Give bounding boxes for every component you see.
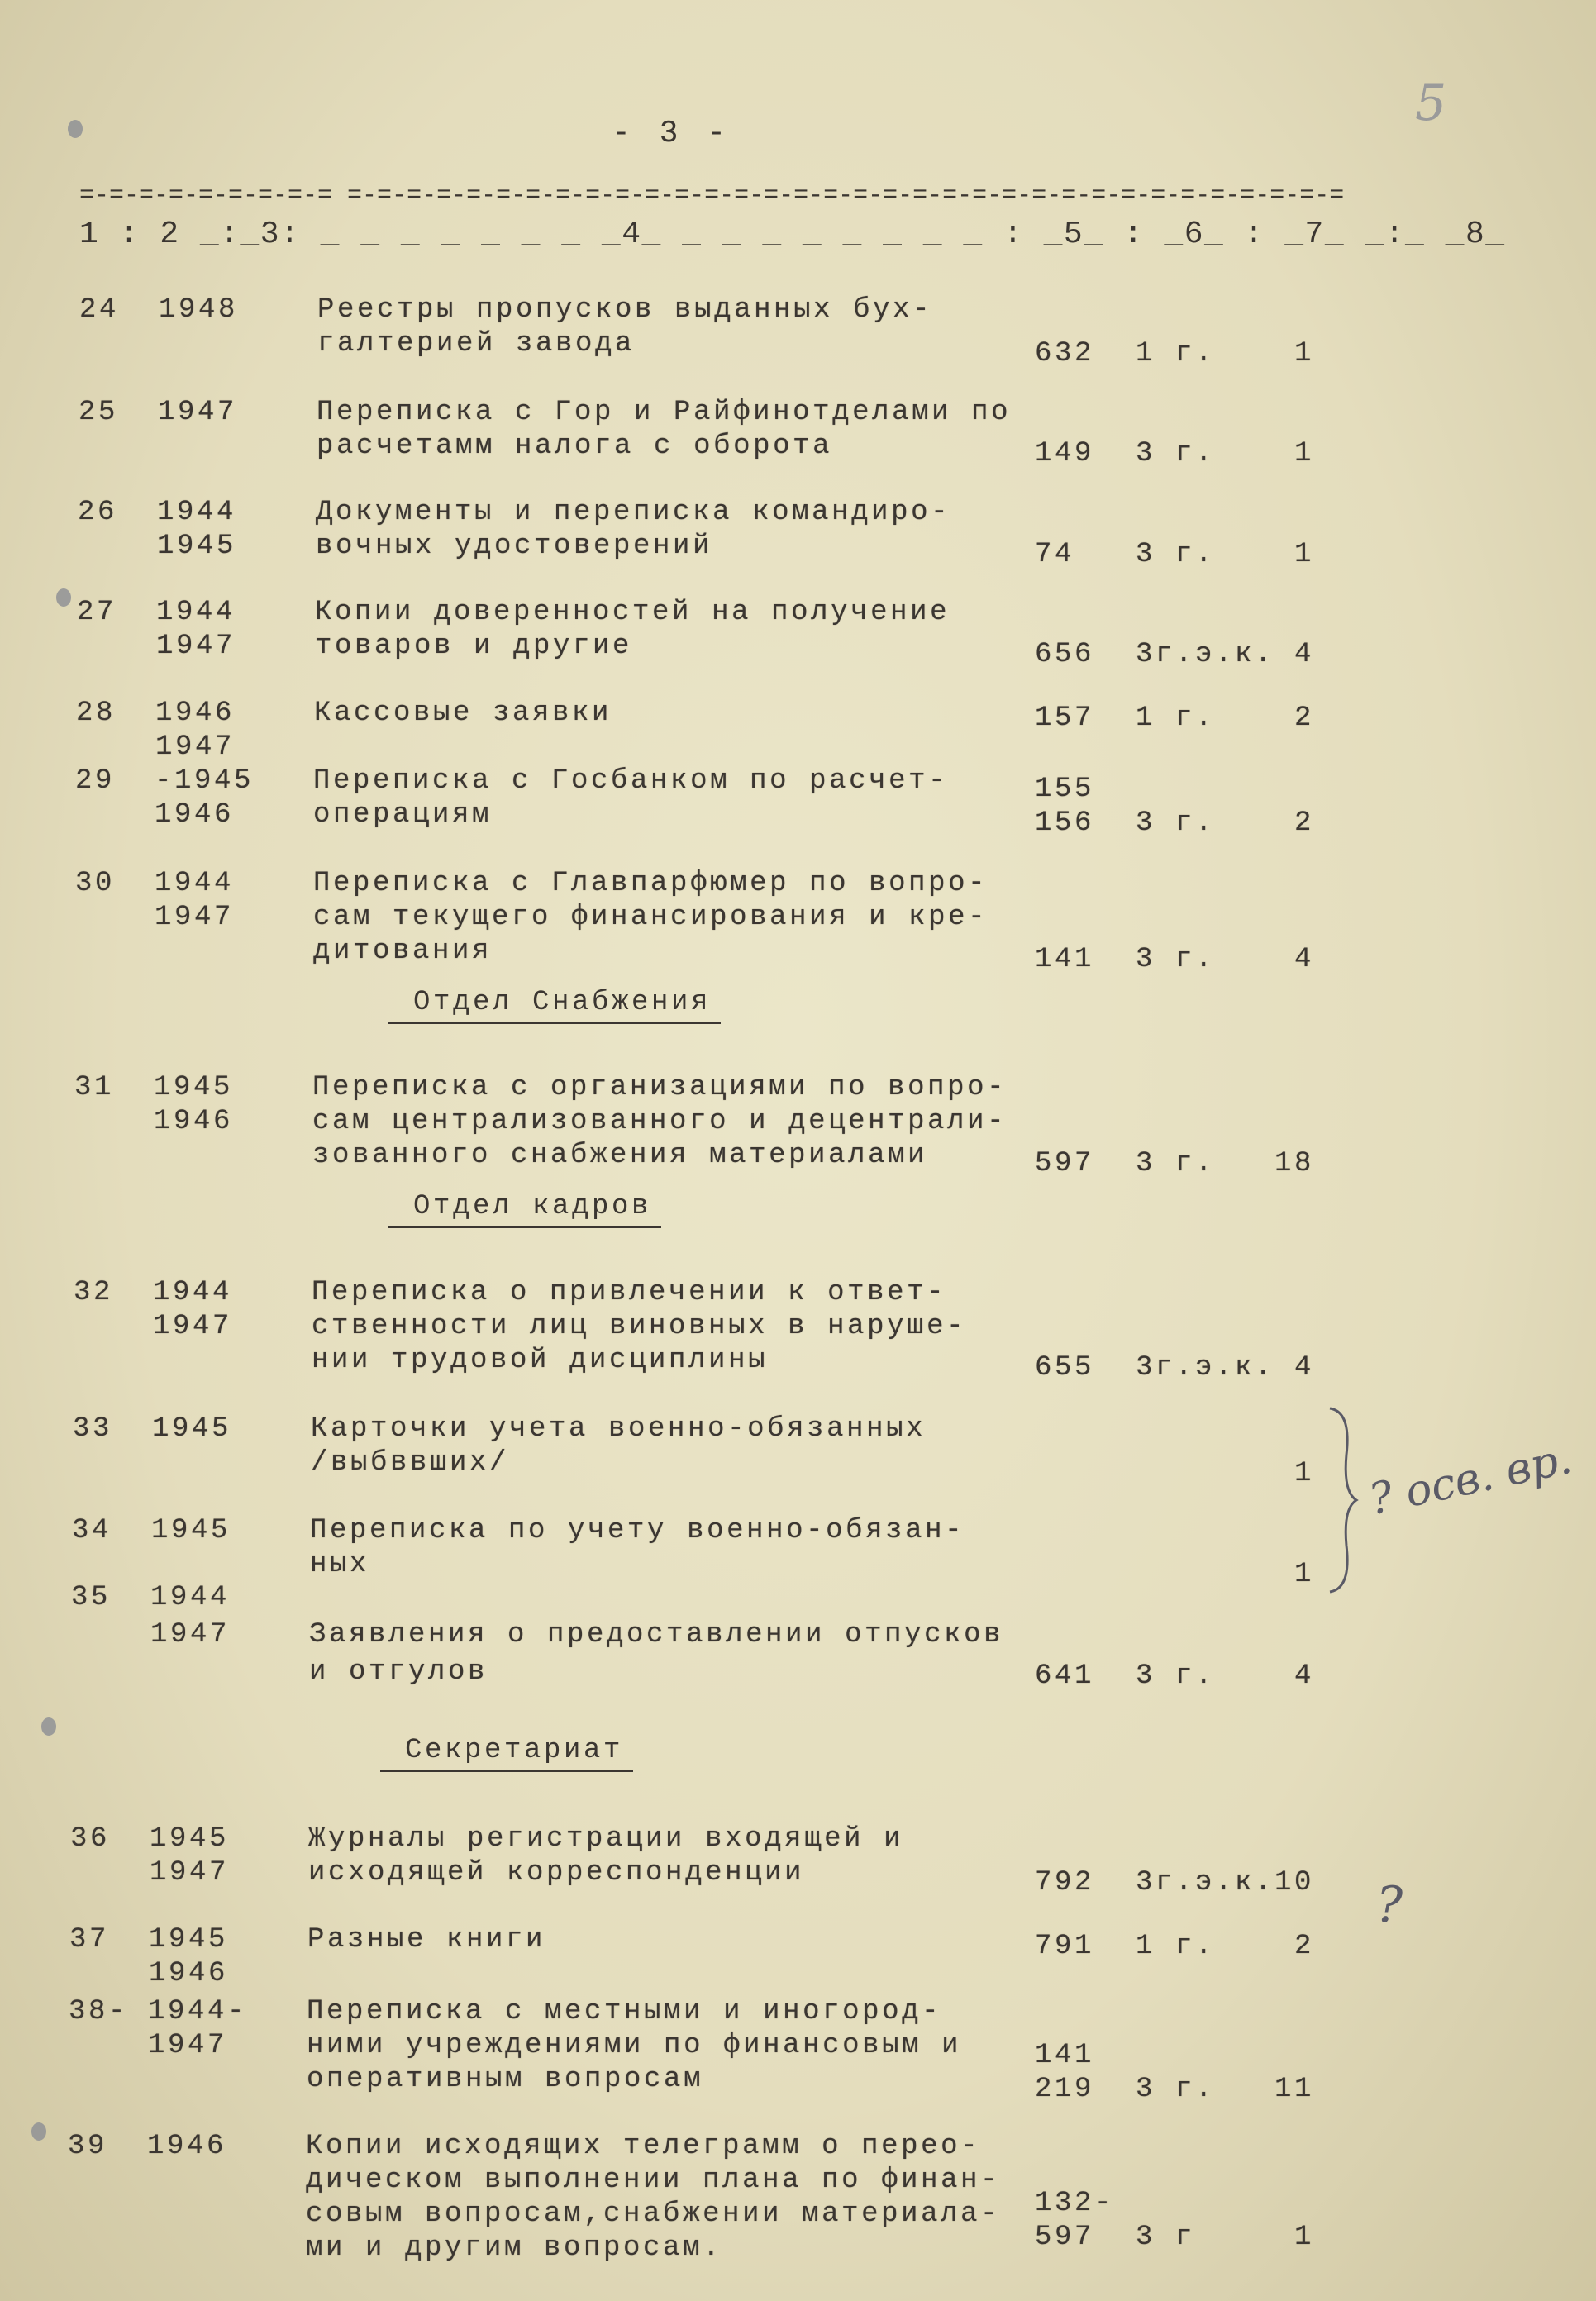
row-description-line: Разные книги — [307, 1924, 546, 1956]
row-description-line: Копии доверенностей на получение — [315, 597, 950, 628]
row-number: 27 — [77, 597, 117, 628]
punch-hole-icon — [56, 588, 71, 607]
row-sheet-count: 141 — [1035, 2040, 1095, 2071]
row-description-line: оперативным вопросам — [307, 2064, 704, 2095]
row-retention-period: 3 г — [1136, 2222, 1196, 2253]
row-retention-period: 3 г. — [1136, 944, 1216, 975]
row-year: 1948 — [159, 294, 239, 326]
column-header: 1 : 2 _:_3: _ _ _ _ _ _ _ _4_ _ _ _ _ _ _ _ _ : _5_ : _6_ : _7_ _:_ _8_ — [79, 217, 1506, 252]
section-heading-personnel: Отдел кадров — [388, 1191, 661, 1228]
row-year: 1944 — [155, 868, 235, 899]
row-volume-count: 2 — [1293, 807, 1314, 839]
row-year: 1945 — [157, 531, 237, 562]
row-volume-count: 10 — [1274, 1867, 1314, 1898]
row-volume-count: 1 — [1293, 438, 1314, 469]
row-year: 1945 — [150, 1823, 230, 1855]
row-retention-period: 3 г. — [1136, 438, 1216, 469]
row-volume-count: 1 — [1293, 1559, 1314, 1590]
punch-hole-icon — [31, 2122, 46, 2141]
row-volume-count: 1 — [1293, 1458, 1314, 1489]
row-description-line: совым вопросам,снабжении материала- — [306, 2199, 1001, 2230]
row-sheet-count: 155 — [1035, 774, 1095, 805]
row-volume-count: 4 — [1293, 1352, 1314, 1384]
row-description-line: и отгулов — [309, 1656, 488, 1688]
row-volume-count: 1 — [1293, 2222, 1314, 2253]
row-description-line: ними учреждениями по финансовым и — [307, 2030, 962, 2061]
row-sheet-count: 74 — [1035, 539, 1075, 570]
row-description-line: Журналы регистрации входящей и — [308, 1823, 904, 1855]
section-heading-supply: Отдел Снабжения — [388, 987, 721, 1024]
row-sheet-count: 219 — [1035, 2074, 1095, 2105]
row-volume-count: 18 — [1274, 1148, 1314, 1179]
row-year: 1945 — [152, 1413, 232, 1445]
row-number: 38- — [69, 1996, 129, 2027]
row-year: 1946 — [155, 698, 236, 729]
row-description-line: ми и другим вопросам. — [306, 2232, 723, 2264]
row-number: 34 — [72, 1515, 112, 1546]
row-retention-period: 3 г. — [1136, 807, 1216, 839]
row-number: 33 — [73, 1413, 113, 1445]
row-year: 1944 — [150, 1582, 231, 1613]
row-number: 36 — [70, 1823, 111, 1855]
punch-hole-icon — [41, 1717, 56, 1736]
row-year: 1947 — [153, 1311, 233, 1342]
row-sheet-count: 632 — [1035, 338, 1095, 369]
row-year: 1947 — [150, 1857, 230, 1889]
row-volume-count: 1 — [1293, 539, 1314, 570]
handwritten-note: ? осв. вр. — [1365, 1433, 1576, 1526]
row-number: 29 — [75, 765, 116, 797]
row-year: 1946 — [147, 2131, 227, 2162]
row-number: 28 — [76, 698, 117, 729]
row-number: 30 — [75, 868, 116, 899]
row-description-line: галтерией завода — [317, 328, 636, 360]
row-retention-period: 1 г. — [1136, 1931, 1216, 1962]
row-description-line: исходящей корреспонденции — [308, 1857, 805, 1889]
row-retention-period: 3г.э.к. — [1136, 1352, 1275, 1384]
row-volume-count: 2 — [1293, 1931, 1314, 1962]
row-year: 1946 — [149, 1958, 229, 1989]
row-sheet-count: 149 — [1035, 438, 1095, 469]
row-description-line: Переписка о привлечении к ответ- — [312, 1277, 947, 1308]
row-description-line: Переписка с организациями по вопро- — [312, 1072, 1008, 1103]
row-retention-period: 1 г. — [1136, 338, 1216, 369]
row-description-line: Кассовые заявки — [314, 698, 612, 729]
row-description-line: сам текущего финансирования и кре- — [313, 902, 989, 933]
row-description-line: расчетамм налога с оборота — [317, 431, 833, 462]
row-retention-period: 3г.э.к. — [1136, 1867, 1275, 1898]
row-sheet-count: 156 — [1035, 807, 1095, 839]
row-number: 24 — [79, 294, 120, 326]
handwritten-bracket-icon — [1327, 1405, 1360, 1595]
row-year: -1945 — [155, 765, 255, 797]
row-year: 1947 — [155, 731, 236, 763]
row-description-line: сам централизованного и децентрали- — [312, 1106, 1008, 1137]
row-year: 1945 — [149, 1924, 229, 1956]
row-year: 1945 — [154, 1072, 234, 1103]
row-description-line: дитования — [313, 936, 493, 967]
row-sheet-count: 157 — [1035, 703, 1095, 734]
row-description-line: ных — [310, 1549, 370, 1580]
row-sheet-count: 597 — [1035, 1148, 1095, 1179]
row-volume-count: 4 — [1293, 944, 1314, 975]
row-sheet-count: 655 — [1035, 1352, 1095, 1384]
row-year: 1944 — [156, 597, 236, 628]
row-description-line: Переписка с Гор и Райфинотделами по — [317, 397, 1012, 428]
row-number: 26 — [78, 497, 118, 528]
row-description-line: операциям — [313, 799, 493, 831]
page-number: - 3 - — [612, 116, 731, 151]
row-year: 1947 — [156, 631, 236, 662]
row-year: 1947 — [155, 902, 235, 933]
row-sheet-count: 792 — [1035, 1867, 1095, 1898]
row-volume-count: 2 — [1293, 703, 1314, 734]
row-year: 1947 — [158, 397, 238, 428]
row-retention-period: 1 г. — [1136, 703, 1216, 734]
row-description-line: вочных удостоверений — [316, 531, 713, 562]
row-sheet-count: 141 — [1035, 944, 1095, 975]
row-retention-period: 3 г. — [1136, 1660, 1216, 1692]
row-description-line: Реестры пропусков выданных бух- — [317, 294, 933, 326]
row-year: 1945 — [151, 1515, 231, 1546]
row-volume-count: 1 — [1293, 338, 1314, 369]
handwritten-query-mark: ? — [1376, 1876, 1403, 1934]
row-description-line: Документы и переписка командиро- — [316, 497, 951, 528]
row-description-line: Заявления о предоставлении отпусков — [309, 1619, 1004, 1651]
row-number: 39 — [68, 2131, 108, 2162]
row-volume-count: 11 — [1274, 2074, 1314, 2105]
row-sheet-count: 791 — [1035, 1931, 1095, 1962]
row-retention-period: 3г.э.к. — [1136, 639, 1275, 670]
row-year: 1944 — [157, 497, 237, 528]
row-retention-period: 3 г. — [1136, 2074, 1216, 2105]
row-sheet-count: 132- — [1035, 2188, 1115, 2219]
row-year: 1946 — [154, 1106, 234, 1137]
row-number: 37 — [69, 1924, 110, 1956]
row-description-line: товаров и другие — [315, 631, 633, 662]
row-description-line: дическом выполнении плана по финан- — [306, 2165, 1001, 2196]
pencil-page-mark: 5 — [1415, 74, 1447, 132]
row-description-line: зованного снабжения материалами — [312, 1140, 928, 1171]
row-volume-count: 4 — [1293, 639, 1314, 670]
row-description-line: Переписка с Главпарфюмер по вопро- — [313, 868, 989, 899]
row-description-line: нии трудовой дисциплины — [312, 1345, 769, 1376]
row-description-line: Копии исходящих телеграмм о перео- — [306, 2131, 981, 2162]
row-year: 1946 — [155, 799, 235, 831]
row-number: 32 — [74, 1277, 114, 1308]
row-year: 1944- — [148, 1996, 248, 2027]
row-description-line: ственности лиц виновных в наруше- — [312, 1311, 967, 1342]
row-year: 1947 — [150, 1619, 231, 1651]
row-description-line: Переписка по учету военно-обязан- — [310, 1515, 965, 1546]
row-year: 1947 — [148, 2030, 228, 2061]
row-sheet-count: 597 — [1035, 2222, 1095, 2253]
row-number: 25 — [79, 397, 119, 428]
row-description-line: Переписка с Госбанком по расчет- — [313, 765, 949, 797]
punch-hole-icon — [68, 120, 83, 138]
row-sheet-count: 656 — [1035, 639, 1095, 670]
row-volume-count: 4 — [1293, 1660, 1314, 1692]
row-description-line: Карточки учета военно-обязанных — [311, 1413, 927, 1445]
row-retention-period: 3 г. — [1136, 539, 1216, 570]
row-number: 35 — [71, 1582, 112, 1613]
row-number: 31 — [74, 1072, 115, 1103]
row-description-line: Переписка с местными и иногород- — [307, 1996, 942, 2027]
section-heading-secretariat: Секретариат — [380, 1735, 633, 1772]
row-year: 1944 — [153, 1277, 233, 1308]
row-retention-period: 3 г. — [1136, 1148, 1216, 1179]
row-description-line: /выбввших/ — [311, 1447, 510, 1479]
row-sheet-count: 641 — [1035, 1660, 1095, 1692]
header-separator: =-=-=-=-=-=-=-=-= =-=-=-=-=-=-=-=-=-=-=-=-=-=-=-=-=-=-=-=-=-=-=-=-=-=-=-=-=-=-=-=-=-= — [79, 183, 1345, 208]
